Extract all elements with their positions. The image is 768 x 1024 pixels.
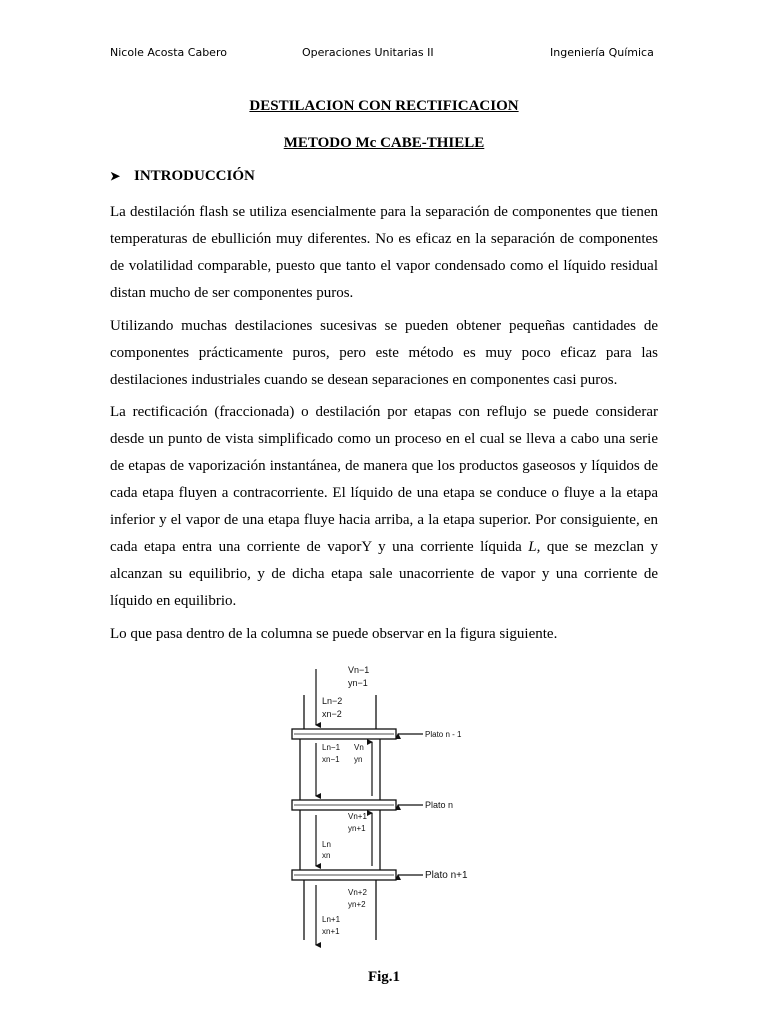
paragraph-1: La destilación flash se utiliza esencialmente para la separación de componentes que tienen temperaturas de ebullición muy diferentes. No es eficaz en la separación de componentes de volatilidad comparable, puesto que tanto el vapor condensado como el líquido residual distan mucho de ser componentes puros.	[110, 204, 658, 301]
label-v-n-minus-1: Vn−1	[348, 665, 370, 675]
paragraph-3-italic-L: L,	[528, 539, 541, 555]
figure-caption: Fig.1	[367, 969, 401, 985]
page-header	[0, 46, 768, 66]
label-plato-n-minus-1: Plato n - 1	[425, 730, 462, 739]
label-l-n: Ln	[322, 840, 331, 849]
header-course: Operaciones Unitarias II	[302, 46, 434, 59]
label-y-n-minus-1: yn−1	[348, 678, 368, 688]
label-v-n-plus-1: Vn+1	[348, 812, 367, 821]
document-title: DESTILACION CON RECTIFICACION	[249, 98, 519, 114]
paragraph-4: Lo que pasa dentro de la columna se puede observar en la figura siguiente.	[110, 626, 558, 642]
label-x-n-minus-2: xn−2	[322, 709, 342, 719]
section-heading-text: INTRODUCCIÓN	[134, 168, 255, 184]
label-y-n: yn	[354, 755, 363, 764]
column-plates-figure	[280, 655, 510, 955]
label-l-n-minus-1: Ln−1	[322, 743, 341, 752]
label-y-n-plus-2: yn+2	[348, 900, 366, 909]
label-x-n-plus-1: xn+1	[322, 927, 340, 936]
label-x-n-minus-1: xn−1	[322, 755, 340, 764]
label-y-n-plus-1: yn+1	[348, 824, 366, 833]
label-plato-n: Plato n	[425, 800, 454, 810]
column-plates-diagram	[280, 655, 510, 955]
label-plato-n-plus-1: Plato n+1	[425, 870, 468, 881]
header-career: Ingeniería Química	[550, 46, 654, 59]
label-l-n-minus-2: Ln−2	[322, 696, 343, 706]
header-author: Nicole Acosta Cabero	[110, 46, 227, 59]
paragraph-3-end: que se mezclan y alcanzan su equilibrio, y de dicha etapa sale unacorriente de vapor y una corriente de líquido en equilibrio.	[110, 539, 658, 609]
label-v-n-plus-2: Vn+2	[348, 888, 367, 897]
label-x-n: xn	[322, 851, 331, 860]
label-l-n-plus-1: Ln+1	[322, 915, 341, 924]
section-heading-introduccion	[110, 168, 255, 185]
arrow-bullet-icon: ➤	[110, 169, 121, 183]
label-v-n: Vn	[354, 743, 364, 752]
document-subtitle: METODO Mc CABE-THIELE	[283, 135, 485, 151]
paragraph-3-main: La rectificación (fraccionada) o destilación por etapas con reflujo se puede considerar desde un punto de vista simplificado como un proceso en el cual se lleva a cabo una serie de etapas de vaporización instantánea, de manera que los productos gaseosos y líquidos de cada etapa fluyen a contracorriente. El líquido de una etapa se conduce o fluye a la etapa inferior y el vapor de una etapa fluye hacia arriba, a la etapa superior. Por consiguiente, en cada etapa entra una corriente de vaporY y una corriente líquida	[110, 404, 658, 555]
paragraph-2: Utilizando muchas destilaciones sucesivas se pueden obtener pequeñas cantidades de componentes prácticamente puros, pero este método es muy poco eficaz para las destilaciones industriales cuando se desean separaciones en componentes casi puros.	[110, 318, 658, 388]
paragraph-3	[110, 399, 658, 615]
